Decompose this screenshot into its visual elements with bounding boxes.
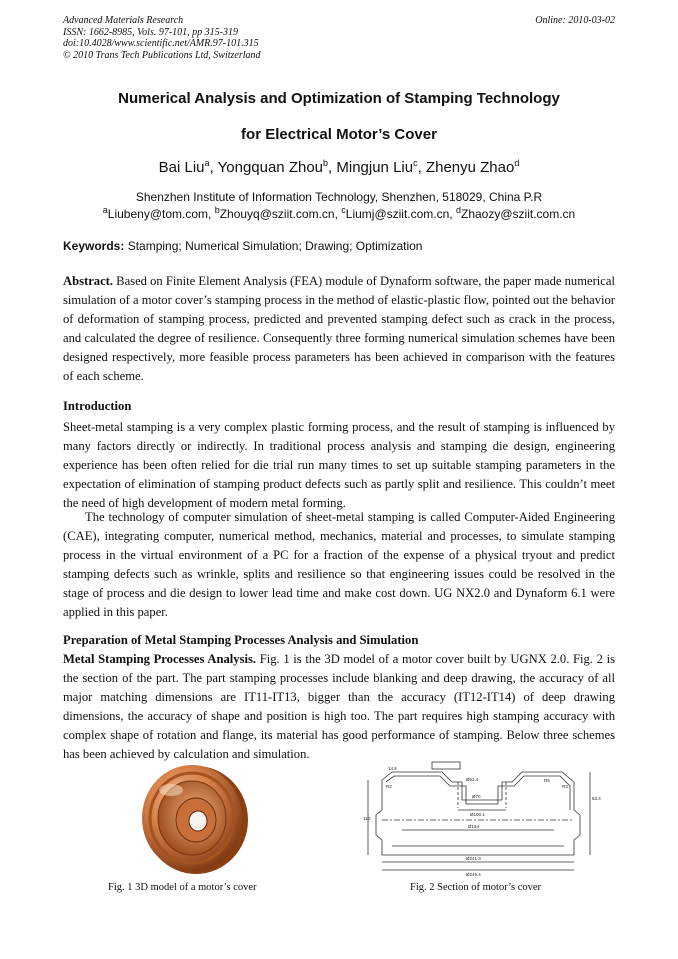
keywords (63, 239, 615, 253)
dimension-label: 14.5 (388, 766, 397, 771)
dimension-label: Ø100.1 (470, 812, 485, 817)
author-name: Mingjun Liu (336, 159, 414, 176)
abstract-text: Based on Finite Element Analysis (FEA) module of Dynaform software, the paper made numerical simulation of a motor cover’s stamping process in the method of elastic-plastic flow, pointed out the behavior of deformation of stamping process, predicted and prevented stamping defect such as crack in the process, and calculated the degree of resilience. Consequently three forming numerical simulation schemes have been designed respectively, more feasible process parameters has been achieved in comparison with the features of each scheme. (63, 274, 615, 383)
dimension-label: Ø164 (468, 824, 480, 829)
author-name: Bai Liu (158, 159, 205, 176)
preparation-paragraph (63, 650, 615, 764)
paper-title-line-2: for Electrical Motor’s Cover (241, 126, 437, 143)
online-date: Online: 2010-03-02 (535, 15, 615, 26)
motor-cover-render (126, 760, 256, 878)
keywords-label: Keywords: (63, 239, 125, 253)
email-link[interactable]: Zhouyq@sziit.com.cn (219, 207, 335, 221)
figure-2-caption: Fig. 2 Section of motor’s cover (410, 882, 542, 893)
section-drawing (362, 760, 604, 878)
figure-1-3d-model (126, 760, 256, 878)
author-sup: c (413, 158, 418, 168)
dimension-label: Ø249.4 (466, 872, 481, 877)
email-sup: d (455, 205, 461, 215)
keywords-text: Stamping; Numerical Simulation; Drawing; Optimization (127, 239, 423, 253)
author-sup: a (204, 158, 210, 168)
dimension-label: Ø241.3 (466, 856, 481, 861)
dimension-label: R3 (562, 784, 568, 789)
journal-name: Advanced Materials Research (63, 15, 184, 26)
dimension-label: 110 (363, 816, 371, 821)
author-sup: b (323, 158, 329, 168)
author-emails: $^a$Liubeny@tom.com, $^b$Zhouyq@sziit.com.cn, $^c$Liumj@sziit.com.cn, $^d$Zhaozy@sziit.com.cn (102, 205, 576, 221)
introduction-paragraph-1: Sheet-metal stamping is a very complex plastic forming process, and the result of stamping is influenced by many factors directly or indirectly. In traditional process analysis and stamping die design, engineering experience has been often relied for die trial run many times to set up suitable stamping parameters in the expectation of elimination of stamping product defects such as partly split and resilience. This couldn’t meet the need of high development of modern metal forming. (63, 420, 615, 510)
dimension-label: R5 (544, 778, 550, 783)
abstract-label: Abstract. (63, 274, 114, 288)
doi: doi:10.4028/www.scientific.net/AMR.97-101.315 (63, 38, 259, 49)
author-name: Zhenyu Zhao (425, 159, 515, 176)
affiliation: Shenzhen Institute of Information Technology, Shenzhen, 518029, China P.R (135, 190, 543, 204)
abstract (63, 272, 615, 386)
email-sup: a (102, 205, 108, 215)
author-name: Yongquan Zhou (217, 159, 324, 176)
preparation-text: Fig. 1 is the 3D model of a motor cover built by UGNX 2.0. Fig. 2 is the section of the part. The part stamping processes include blanking and deep drawing, the accuracy of all major matching dimensions are IT11-IT13, bigger than the accuracy (IT12-IT14) of deep drawing dimensions, the accuracy of shape and position is high too. The part requires high stamping accuracy with complex shape of rotation and flange, its material has good performance of stamping. Below three schemes has been achieved by calculation and simulation. (63, 652, 615, 761)
journal-header (63, 15, 615, 61)
dimension-label: R2 (386, 784, 392, 789)
figure-1-caption: Fig. 1 3D model of a motor’s cover (108, 882, 257, 893)
paper-title-line-1: Numerical Analysis and Optimization of Stamping Technology (118, 90, 560, 107)
dimension-label: 83.4 (592, 796, 601, 801)
figure-2-section-drawing (362, 760, 604, 878)
author-sup: d (514, 158, 520, 168)
preparation-heading: Preparation of Metal Stamping Processes Analysis and Simulation (63, 633, 419, 647)
email-link[interactable]: Zhaozy@sziit.com.cn (461, 207, 576, 221)
introduction-heading: Introduction (63, 399, 132, 413)
dimension-label: Ø70 (472, 794, 481, 799)
issn: ISSN: 1662-8985, Vols. 97-101, pp 315-319 (63, 26, 238, 38)
email-link[interactable]: Liumj@sziit.com.cn (345, 207, 450, 221)
email-sup: c (341, 205, 346, 215)
email-link[interactable]: Liubeny@tom.com (107, 207, 209, 221)
author-list: Bai Liu$^a$, Yongquan Zhou$^b$, Mingjun Liu$^c$, Zhenyu Zhao$^d$ (158, 158, 520, 176)
subsection-label: Metal Stamping Processes Analysis. (63, 652, 257, 666)
copyright: © 2010 Trans Tech Publications Ltd, Switzerland (63, 49, 261, 61)
dimension-label: Ø51.4 (466, 777, 479, 782)
introduction-paragraph-2: The technology of computer simulation of sheet-metal stamping is called Computer-Aided Engineering (CAE), integrating computer, numerical method, mechanics, material and processes, to simulate stamping process in the virtual environment of a PC for a fraction of the expense of a physical tryout and predict stamping defects such as wrinkle, splits and resilience so that engineering issues could be resolved in the stage of process and die design to lower lead time and make cost down. UG NX2.0 and Dynaform 6.1 were applied in this paper. (63, 510, 615, 619)
email-sup: b (214, 205, 220, 215)
